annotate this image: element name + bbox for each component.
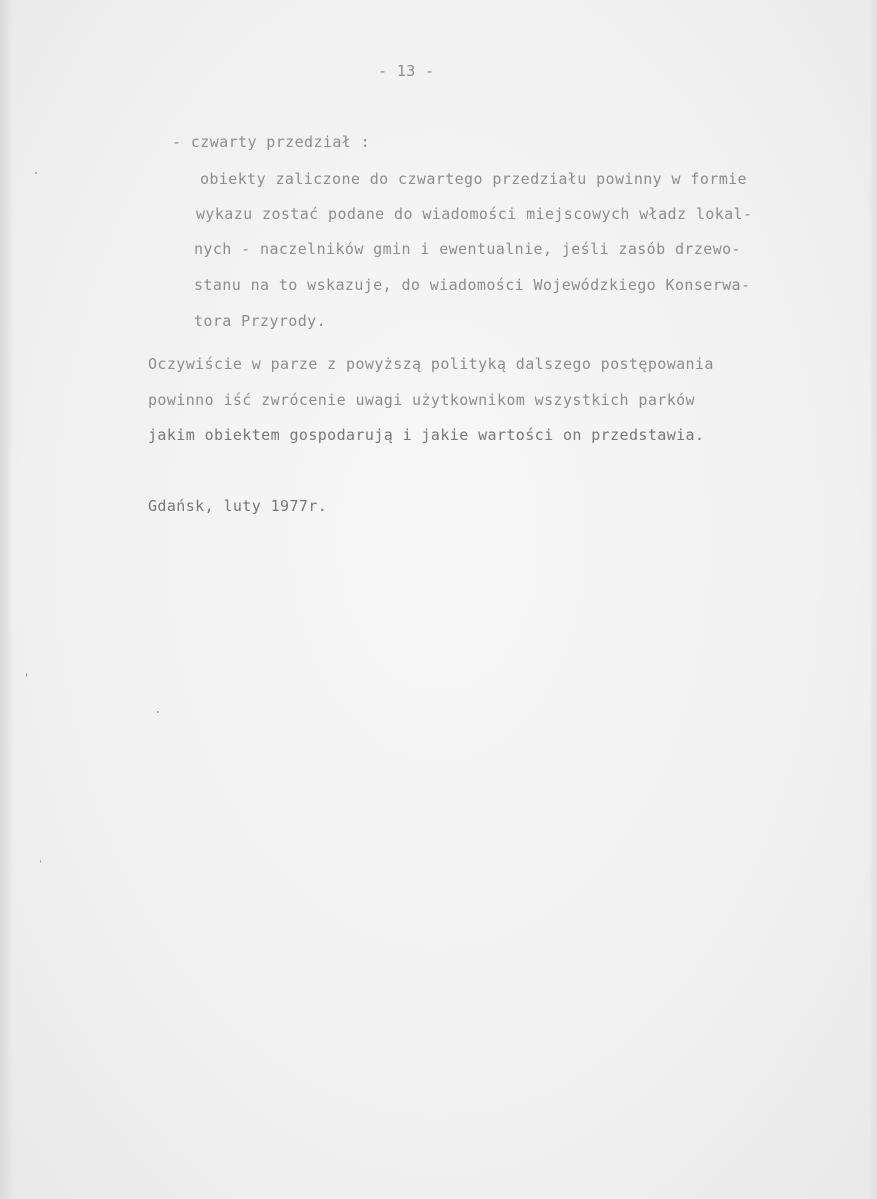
item-line: obiekty zaliczone do czwartego przedziału powinny w formie bbox=[200, 170, 747, 188]
item-heading: - czwarty przedział : bbox=[172, 133, 371, 151]
item-line: tora Przyrody. bbox=[194, 312, 327, 330]
signature-line: Gdańsk, luty 1977r. bbox=[148, 497, 328, 515]
paper-speck bbox=[157, 711, 159, 713]
paragraph-line: jakim obiektem gospodarują i jakie wartości on przedstawia. bbox=[148, 426, 705, 444]
page-number: - 13 - bbox=[378, 62, 435, 80]
paper-speck bbox=[35, 172, 37, 174]
paper-speck bbox=[40, 860, 41, 863]
page-edge-shadow-left bbox=[0, 0, 14, 1199]
item-line: stanu na to wskazuje, do wiadomości Wojewódzkiego Konserwa- bbox=[194, 276, 751, 294]
paragraph-line: Oczywiście w parze z powyższą polityką dalszego postępowania bbox=[148, 355, 714, 373]
item-line: wykazu zostać podane do wiadomości miejscowych władz lokal- bbox=[196, 205, 753, 223]
paragraph-line: powinno iść zwrócenie uwagi użytkownikom wszystkich parków bbox=[148, 391, 695, 409]
item-line: nych - naczelników gmin i ewentualnie, jeśli zasób drzewo- bbox=[194, 240, 741, 258]
page-edge-shadow-right bbox=[869, 0, 877, 1199]
paper-speck bbox=[26, 673, 27, 677]
